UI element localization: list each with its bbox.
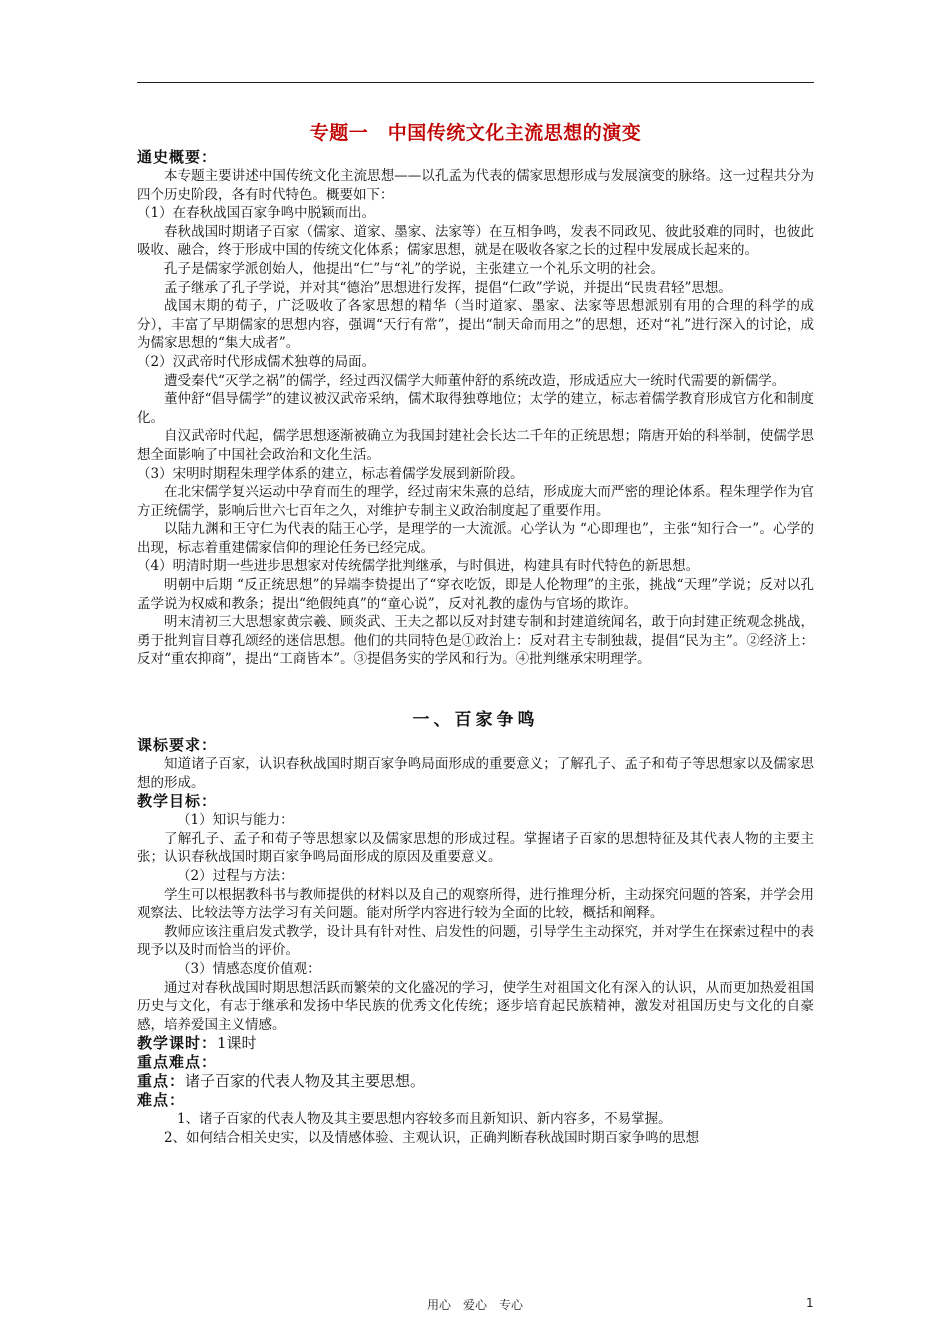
- overview-paragraph: 明朝中后期 “反正统思想”的异端李贽提出了“穿衣吃饭，即是人伦物理”的主张，挑战“天理”学说；反对以孔孟学说为权威和教条；提出“绝假纯真”的“童心说”，反对礼教的虚伪与官场的欺诈。: [137, 577, 814, 612]
- overview-paragraph: 以陆九渊和王守仁为代表的陆王心学，是理学的一大流派。心学认为 “心即理也”，主张“知行合一”。心学的出现，标志着重建儒家信仰的理论任务已经完成。: [137, 521, 814, 556]
- overview-paragraph: 本专题主要讲述中国传统文化主流思想——以孔孟为代表的儒家思想形成与发展演变的脉络。这一过程共分为四个历史阶段，各有时代特色。概要如下：: [137, 168, 814, 203]
- overview-body: [137, 167, 814, 669]
- document-title: 专题一 中国传统文化主流思想的演变: [309, 122, 642, 144]
- difficulty-item: 2、如何结合相关史实，以及情感体验、主观认识，正确判断春秋战国时期百家争鸣的思想: [164, 1129, 700, 1146]
- overview-paragraph: （1）在春秋战国百家争鸣中脱颖而出。: [137, 205, 376, 222]
- difficulty-body: [137, 1110, 814, 1147]
- section-title: 一、百家争鸣: [412, 710, 539, 731]
- overview-paragraph: 遭受秦代“灭学之祸”的儒学，经过西汉儒学大师董仲舒的系统改造，形成适应大一统时代需要的新儒学。: [164, 372, 786, 389]
- key-difficulty-heading: 重点难点：: [137, 1053, 218, 1072]
- goal-paragraph: 教师应该注重启发式教学，设计具有针对性、启发性的问题，引导学生主动探究，并对学生在探索过程中的表现予以及时而恰当的评价。: [137, 923, 814, 959]
- header-rule: [137, 82, 814, 83]
- goal-paragraph: 学生可以根据教科书与教师提供的材料以及自己的观察所得，进行推理分析，主动探究问题的答案，并学会用观察法、比较法等方法学习有关问题。能对所学内容进行较为全面的比较，概括和阐释。: [137, 886, 814, 922]
- goal-paragraph: 通过对春秋战国时期思想活跃而繁荣的文化盛况的学习，使学生对祖国文化有深入的认识，从而更加热爱祖国历史与文化，有志于继承和发扬中华民族的优秀文化传统；逐步培育起民族精神，激发对祖国历史与文化的自豪感，培养爱国主义情感。: [137, 979, 814, 1033]
- overview-paragraph: 自汉武帝时代起，儒学思想逐渐被确立为我国封建社会长达二千年的正统思想；隋唐开始的科举制，使儒学思想全面影响了中国社会政治和文化生活。: [137, 428, 814, 463]
- overview-paragraph: 明末清初三大思想家黄宗羲、顾炎武、王夫之都以反对封建专制和封建道统闻名，敢于向封建正统观念挑战，勇于批判盲目尊孔颂经的迷信思想。他们的共同特色是①政治上：反对君主专制独裁，提倡“民为主”。②经济上：反对“重农抑商”，提出“工商皆本”。③提倡务实的学风和行为。④批判继承宋明理学。: [137, 614, 814, 668]
- goal-paragraph: （1）知识与能力：: [177, 812, 294, 829]
- page-content: [137, 118, 814, 1148]
- key-point-line: [137, 1072, 814, 1091]
- overview-paragraph: （3）宋明时期程朱理学体系的建立，标志着儒学发展到新阶段。: [137, 465, 524, 482]
- overview-paragraph: 孔子是儒家学派创始人，他提出“仁”与“礼”的学说，主张建立一个礼乐文明的社会。: [164, 260, 665, 277]
- key-point-label: 重点：: [137, 1072, 186, 1091]
- goal-paragraph: 了解孔子、孟子和荀子等思想家以及儒家思想的形成过程。掌握诸子百家的思想特征及其代表人物的主要主张；认识春秋战国时期百家争鸣局面形成的原因及重要意义。: [137, 830, 814, 866]
- page-number: 1: [806, 1296, 814, 1310]
- goals-body: [137, 811, 814, 1034]
- overview-paragraph: 孟子继承了孔子学说，并对其“德治”思想进行发挥，提倡“仁政”学说，并提出“民贵君轻”思想。: [164, 279, 732, 296]
- footer-motto: 用心 爱心 专心: [426, 1298, 523, 1312]
- goal-paragraph: （2）过程与方法：: [177, 868, 294, 884]
- curriculum-text: 知道诸子百家，认识春秋战国时期百家争鸣局面形成的重要意义；了解孔子、孟子和荀子等思想家以及儒家思想的形成。: [137, 756, 814, 791]
- difficulty-heading: 难点：: [137, 1091, 186, 1110]
- overview-paragraph: （2）汉武帝时代形成儒术独尊的局面。: [137, 353, 376, 370]
- goal-paragraph: （3）情感态度价值观：: [177, 960, 321, 977]
- key-point-text: 诸子百家的代表人物及其主要思想。: [185, 1072, 426, 1091]
- overview-paragraph: （4）明清时期一些进步思想家对传统儒学批判继承，与时俱进，构建具有时代特色的新思想。: [137, 558, 700, 575]
- hours-heading: 教学课时：: [137, 1034, 218, 1053]
- overview-paragraph: 在北宋儒学复兴运动中孕育而生的理学，经过南宋朱熹的总结，形成庞大而严密的理论体系。程朱理学作为官方正统儒学，影响后世六七百年之久，对维护专制主义政治制度起了重要作用。: [137, 484, 814, 519]
- overview-paragraph: 春秋战国时期诸子百家（儒家、道家、墨家、法家等）在互相争鸣，发表不同政见、彼此驳难的同时，也彼此吸收、融合，终于形成中国的传统文化体系；儒家思想，就是在吸收各家之长的过程中发展成长起来的。: [137, 223, 814, 259]
- hours-value: 1课时: [217, 1034, 257, 1053]
- hours-line: [137, 1034, 814, 1053]
- curriculum-heading: 课标要求：: [137, 736, 218, 755]
- goals-heading: 教学目标：: [137, 792, 218, 811]
- overview-paragraph: 董仲舒“倡导儒学”的建议被汉武帝采纳，儒术取得独尊地位；太学的建立，标志着儒学教育形成官方化和制度化。: [137, 391, 814, 426]
- overview-heading: 通史概要：: [137, 148, 218, 166]
- overview-paragraph: 战国末期的荀子，广泛吸收了各家思想的精华（当时道家、墨家、法家等思想派别有用的合理的科学的成分），丰富了早期儒家的思想内容，强调“天行有常”，提出“制天命而用之”的思想，还对“礼”进行深入的讨论，成为儒家思想的“集大成者”。: [137, 298, 814, 352]
- difficulty-item: 1、诸子百家的代表人物及其主要思想内容较多而且新知识、新内容多，不易掌握。: [177, 1111, 672, 1128]
